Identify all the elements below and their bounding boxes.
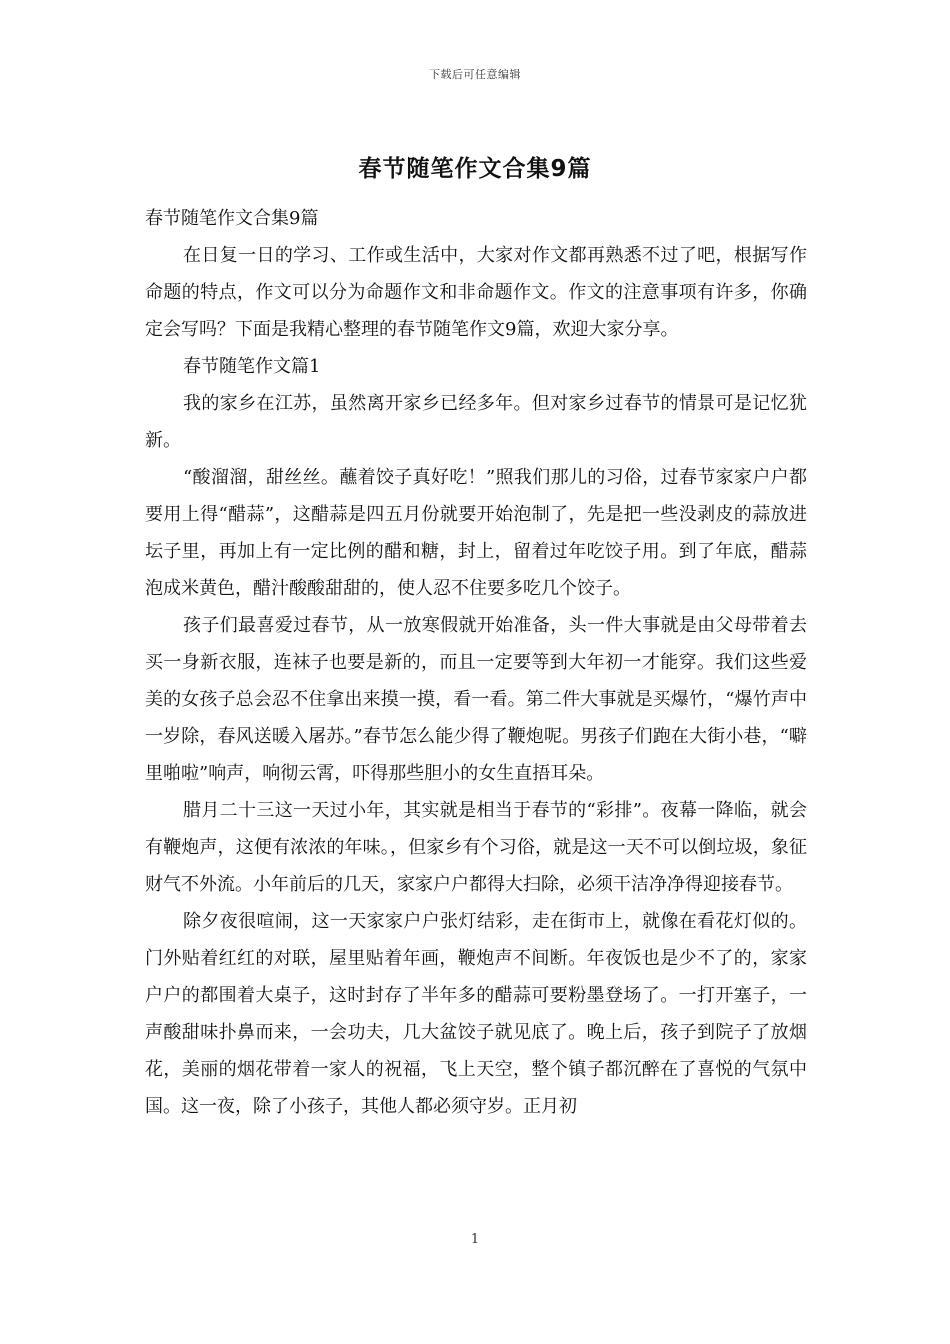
body-paragraph: 孩子们最喜爱过春节，从一放寒假就开始准备，头一件大事就是由父母带着去买一身新衣服，连袜子也要是新的，而且一定要等到大年初一才能穿。我们这些爱美的女孩子总会忍不住拿出来摸一摸，看一看。第二件大事就是买爆竹，“爆竹声中一岁除，春风送暖入屠苏。”春节怎么能少得了鞭炮呢。男孩子们跑在大街小巷，“噼里啪啦”响声，响彻云霄，吓得那些胆小的女生直捂耳朵。 (145, 615, 807, 784)
page-header: 下载后可任意编辑 (429, 68, 521, 81)
document-body (145, 200, 807, 1125)
intro-paragraph: 在日复一日的学习、工作或生活中，大家对作文都再熟悉不过了吧，根据写作命题的特点，作文可以分为命题作文和非命题作文。作文的注意事项有许多，你确定会写吗？下面是我精心整理的春节随笔作文9篇，欢迎大家分享。 (145, 245, 807, 340)
page-number: 1 (470, 1232, 480, 1247)
body-paragraph: “酸溜溜，甜丝丝。蘸着饺子真好吃！”照我们那儿的习俗，过春节家家户户都要用上得“醋蒜”，这醋蒜是四五月份就要开始泡制了，先是把一些没剥皮的蒜放进坛子里，再加上有一定比例的醋和糖，封上，留着过年吃饺子用。到了年底，醋蒜泡成米黄色，醋汁酸酸甜甜的，使人忍不住要多吃几个饺子。 (145, 467, 807, 599)
body-paragraph: 我的家乡在江苏，虽然离开家乡已经多年。但对家乡过春节的情景可是记忆犹新。 (145, 393, 807, 451)
section-heading: 春节随笔作文篇1 (183, 356, 321, 377)
body-paragraph: 腊月二十三这一天过小年，其实就是相当于春节的“彩排”。夜幕一降临，就会有鞭炮声，这便有浓浓的年味。，但家乡有个习俗，就是这一天不可以倒垃圾，象征财气不外流。小年前后的几天，家家户户都得大扫除，必须干洁净净得迎接春节。 (145, 800, 807, 895)
body-paragraph: 除夕夜很喧闹，这一天家家户户张灯结彩，走在街市上，就像在看花灯似的。门外贴着红红的对联，屋里贴着年画，鞭炮声不间断。年夜饭也是少不了的，家家户户的都围着大桌子，这时封存了半年多的醋蒜可要粉墨登场了。一打开塞子，一声酸甜味扑鼻而来，一会功夫，几大盆饺子就见底了。晚上后，孩子到院子了放烟花，美丽的烟花带着一家人的祝福，飞上天空，整个镇子都沉醉在了喜悦的气氛中国。这一夜，除了小孩子，其他人都必须守岁。正月初 (145, 911, 807, 1117)
subtitle-paragraph: 春节随笔作文合集9篇 (145, 208, 319, 229)
document-title: 春节随笔作文合集9篇 (358, 156, 592, 182)
